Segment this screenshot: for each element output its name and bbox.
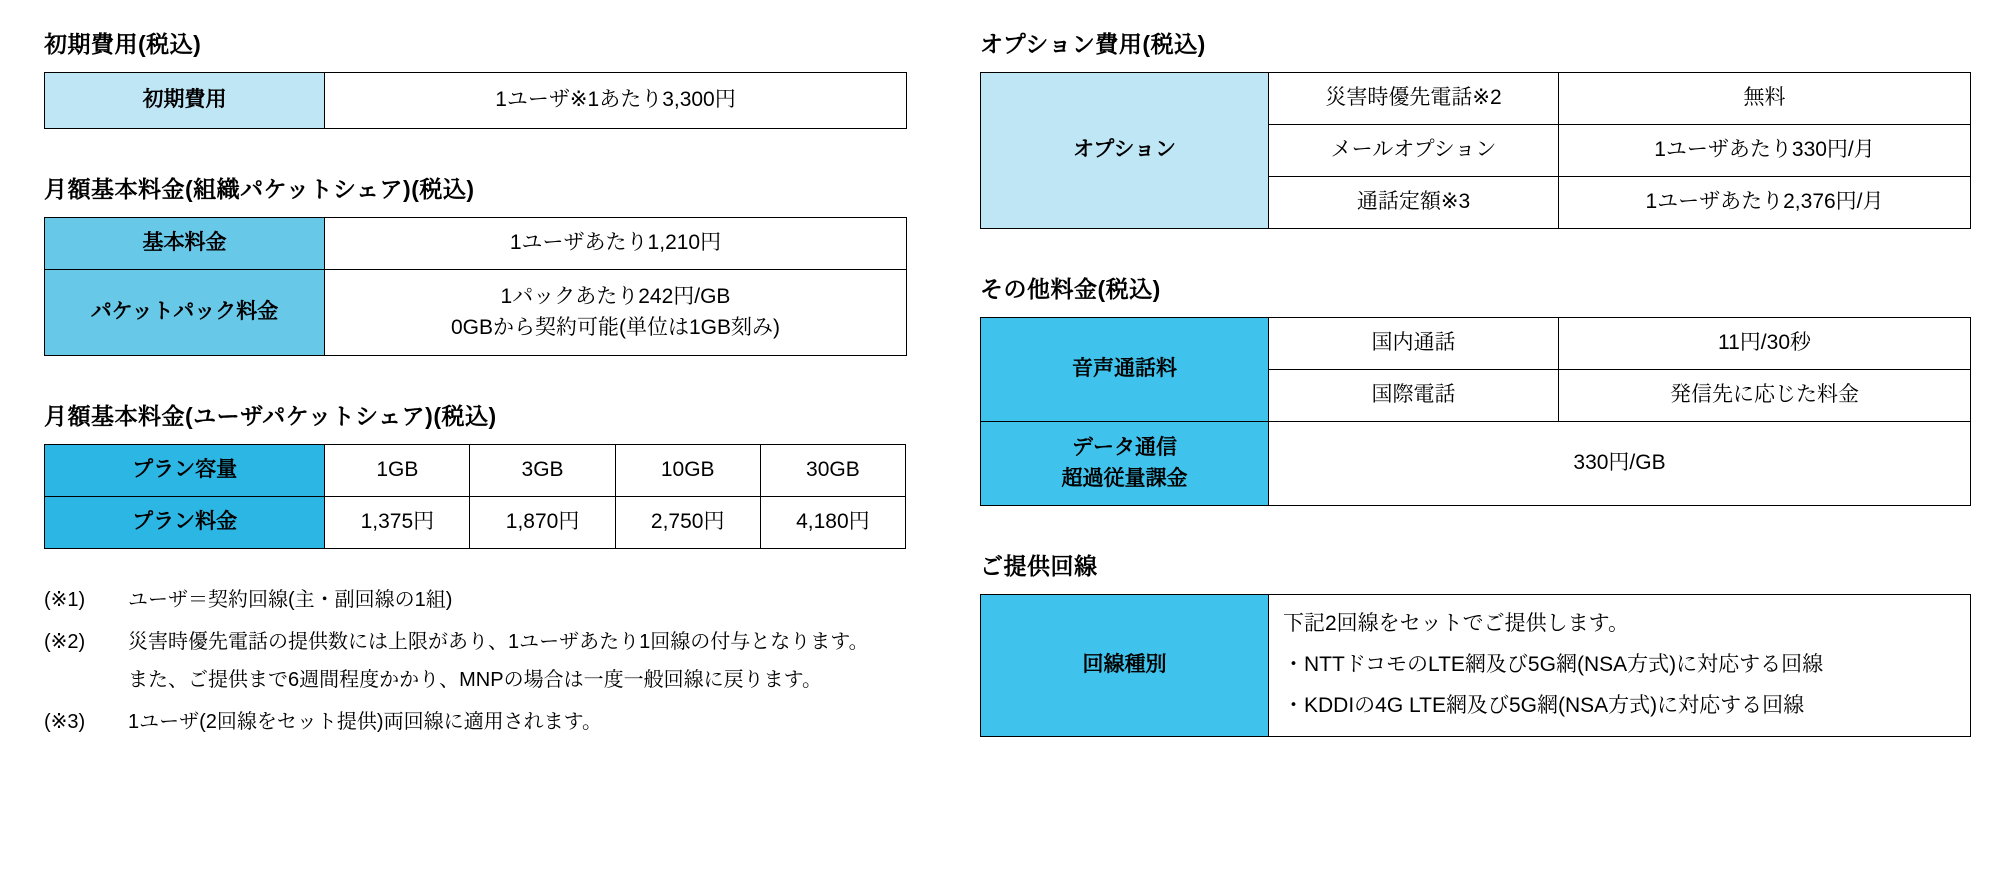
option-value-mail: 1ユーザあたり330円/月: [1559, 125, 1971, 177]
plan-capacity-10gb: 10GB: [615, 445, 760, 497]
footnote-2-body: [128, 623, 924, 699]
table-row: [981, 422, 1971, 506]
data-overage-label-line1: データ通信: [1072, 436, 1177, 460]
footnotes: [44, 581, 924, 741]
table-org-packet-share: [44, 217, 907, 356]
option-value-flat-call: 1ユーザあたり2,376円/月: [1559, 177, 1971, 229]
section-title-option-cost: オプション費用(税込): [980, 31, 1206, 57]
section-org-packet-share: [44, 171, 924, 356]
data-overage-value: 330円/GB: [1269, 422, 1971, 506]
packet-pack-fee-value: [325, 270, 907, 356]
voice-domestic-value: 11円/30秒: [1559, 318, 1971, 370]
voice-international-value: 発信先に応じた料金: [1559, 370, 1971, 422]
footnote-3-body: [128, 703, 924, 741]
line-type-value: [1269, 595, 1971, 737]
table-provided-line: [980, 594, 1971, 737]
plan-capacity-label: プラン容量: [45, 445, 325, 497]
left-column: [44, 26, 924, 783]
plan-capacity-30gb: 30GB: [760, 445, 905, 497]
footnote-2-mark: (※2): [44, 631, 86, 653]
voice-call-label: 音声通話料: [981, 318, 1269, 422]
voice-domestic-name: 国内通話: [1269, 318, 1559, 370]
table-row: [45, 497, 906, 549]
plan-capacity-3gb: 3GB: [470, 445, 615, 497]
table-initial-cost: [44, 72, 907, 129]
footnote-1-mark: (※1): [44, 589, 86, 611]
table-row: [45, 218, 907, 270]
footnote-3-line1: 1ユーザ(2回線をセット提供)両回線に適用されます。: [128, 711, 602, 733]
option-name-mail: メールオプション: [1269, 125, 1559, 177]
section-title-org-packet-share: 月額基本料金(組織パケットシェア)(税込): [44, 176, 475, 202]
table-row: [981, 595, 1971, 737]
table-row: [45, 270, 907, 356]
line-type-line2: ・NTTドコモのLTE網及び5G網(NSA方式)に対応する回線: [1283, 653, 1824, 677]
basic-fee-value: 1ユーザあたり1,210円: [325, 218, 907, 270]
table-row: [981, 73, 1971, 125]
plan-price-30gb: 4,180円: [760, 497, 905, 549]
packet-pack-fee-label: パケットパック料金: [45, 270, 325, 356]
basic-fee-label: 基本料金: [45, 218, 325, 270]
plan-price-1gb: 1,375円: [325, 497, 470, 549]
footnote-3-mark: (※3): [44, 711, 86, 733]
plan-price-3gb: 1,870円: [470, 497, 615, 549]
footnote-2: [44, 623, 924, 699]
option-name-priority-call: 災害時優先電話※2: [1269, 73, 1559, 125]
plan-price-label: プラン料金: [45, 497, 325, 549]
section-title-initial-cost: 初期費用(税込): [44, 31, 202, 57]
option-value-priority-call: 無料: [1559, 73, 1971, 125]
footnote-2-line1: 災害時優先電話の提供数には上限があり、1ユーザあたり1回線の付与となります。: [128, 631, 869, 653]
table-row: [981, 318, 1971, 370]
section-option-cost: [980, 26, 1970, 229]
line-type-label: 回線種別: [981, 595, 1269, 737]
data-overage-label: [981, 422, 1269, 506]
line-type-list: [1277, 604, 1962, 727]
section-title-provided-line: ご提供回線: [980, 553, 1098, 579]
initial-cost-value: 1ユーザ※1あたり3,300円: [325, 73, 907, 129]
footnote-1-body: [128, 581, 924, 619]
section-user-packet-share: [44, 398, 924, 741]
footnote-3: [44, 703, 924, 741]
section-initial-cost: [44, 26, 924, 129]
line-type-line1: 下記2回線をセットでご提供します。: [1283, 612, 1629, 636]
section-title-other-cost: その他料金(税込): [980, 276, 1161, 302]
packet-pack-fee-line1: 1パックあたり242円/GB: [500, 285, 731, 309]
data-overage-label-line2: 超過従量課金: [1061, 466, 1188, 490]
table-row: [45, 445, 906, 497]
line-type-line3: ・KDDIの4G LTE網及び5G網(NSA方式)に対応する回線: [1283, 693, 1805, 717]
section-title-user-packet-share: 月額基本料金(ユーザパケットシェア)(税込): [44, 403, 497, 429]
table-other-cost: [980, 317, 1971, 506]
plan-price-10gb: 2,750円: [615, 497, 760, 549]
table-row: [45, 73, 907, 129]
section-other-cost: [980, 271, 1970, 506]
footnote-1-line1: ユーザ＝契約回線(主・副回線の1組): [128, 589, 453, 611]
packet-pack-fee-line2: 0GBから契約可能(単位は1GB刻み): [450, 315, 781, 339]
option-name-flat-call: 通話定額※3: [1269, 177, 1559, 229]
plan-capacity-1gb: 1GB: [325, 445, 470, 497]
initial-cost-label: 初期費用: [45, 73, 325, 129]
table-option-cost: [980, 72, 1971, 229]
table-user-packet-share: [44, 444, 906, 549]
option-label: オプション: [981, 73, 1269, 229]
right-column: [980, 26, 1970, 779]
footnote-1: [44, 581, 924, 619]
footnote-2-line2: また、ご提供まで6週間程度かかり、MNPの場合は一度一般回線に戻ります。: [128, 669, 822, 691]
section-provided-line: [980, 548, 1970, 737]
voice-international-name: 国際電話: [1269, 370, 1559, 422]
